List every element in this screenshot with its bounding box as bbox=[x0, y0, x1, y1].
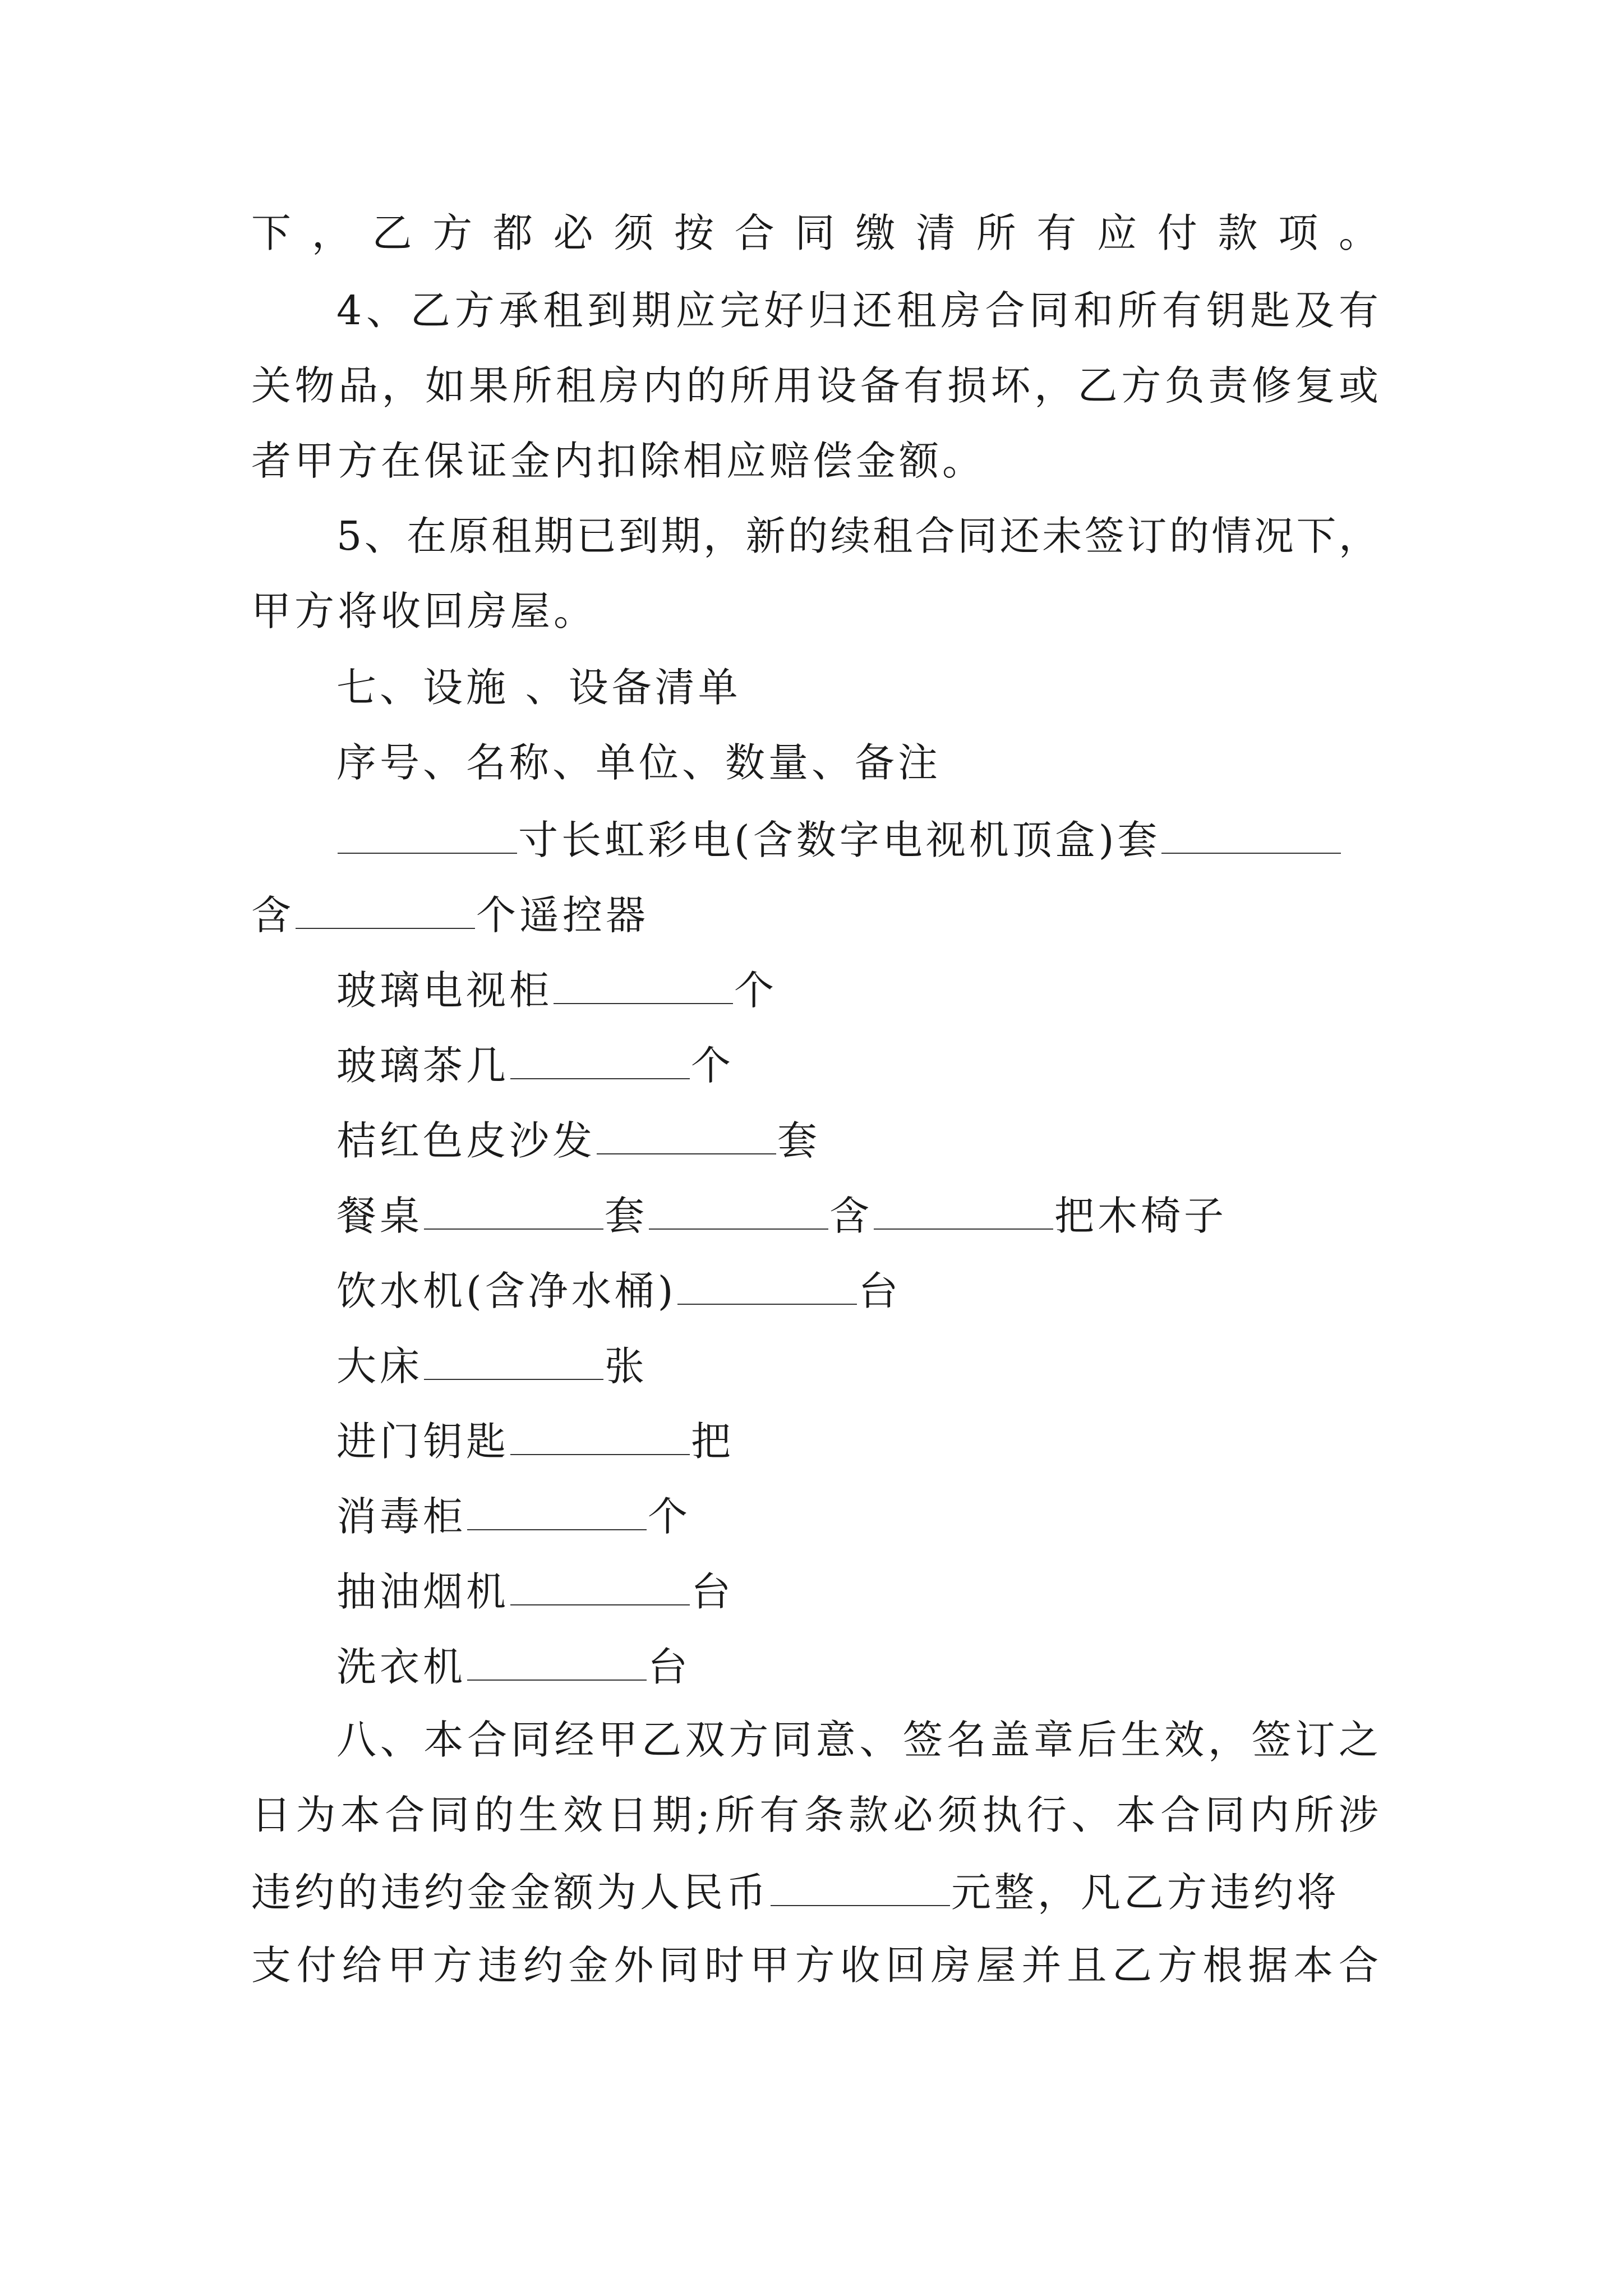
item-text: 含 bbox=[829, 1193, 873, 1239]
paragraph-line: 关物品，如果所租房内的所用设备有损坏，乙方负责修复或 bbox=[251, 362, 1378, 409]
paragraph-line: 甲方将收回房屋。 bbox=[251, 588, 597, 634]
list-item bbox=[336, 1268, 902, 1314]
paragraph-line: 日为本合同的生效日期;所有条款必须执行、本合同内所涉 bbox=[251, 1792, 1378, 1838]
item-text: 违约的违约金金额为人民币 bbox=[251, 1869, 770, 1916]
item-text: 含 bbox=[251, 892, 295, 938]
blank-line bbox=[677, 1269, 857, 1305]
paragraph-line bbox=[251, 1869, 1340, 1916]
item-unit: 个 bbox=[734, 967, 778, 1014]
blank-line bbox=[874, 1194, 1053, 1230]
item-text: 寸长虹彩电(含数字电视机顶盒)套 bbox=[518, 817, 1161, 863]
item-unit: 台 bbox=[691, 1568, 735, 1615]
section-heading: 七、设施 、设备清单 bbox=[336, 664, 741, 711]
item-name: 进门钥匙 bbox=[336, 1418, 510, 1465]
item-unit: 张 bbox=[605, 1343, 648, 1389]
item-name: 洗衣机 bbox=[336, 1644, 467, 1690]
item-name: 餐桌 bbox=[336, 1193, 423, 1239]
item-name: 消毒柜 bbox=[336, 1493, 467, 1540]
list-item bbox=[251, 892, 649, 938]
item-name: 玻璃电视柜 bbox=[336, 967, 553, 1014]
list-item bbox=[336, 1193, 1228, 1239]
item-unit: 个 bbox=[691, 1042, 735, 1089]
paragraph-line: 下，乙方都必须按合同缴清所有应付款项。 bbox=[251, 210, 1378, 256]
item-text: 元整，凡乙方违约将 bbox=[951, 1869, 1340, 1916]
item-name: 抽油烟机 bbox=[336, 1568, 510, 1615]
list-item bbox=[336, 817, 1342, 863]
paragraph-line: 4、乙方承租到期应完好归还租房合同和所有钥匙及有 bbox=[336, 287, 1378, 334]
item-name: 桔红色皮沙发 bbox=[336, 1117, 596, 1164]
paragraph-line: 八、本合同经甲乙双方同意、签名盖章后生效，签订之 bbox=[336, 1717, 1378, 1763]
blank-line bbox=[771, 1870, 950, 1906]
blank-line bbox=[649, 1194, 828, 1230]
item-unit: 套 bbox=[777, 1117, 821, 1164]
blank-line bbox=[510, 1419, 690, 1455]
item-name: 大床 bbox=[336, 1343, 423, 1389]
item-unit: 个 bbox=[648, 1493, 691, 1540]
blank-line bbox=[424, 1194, 603, 1230]
blank-line bbox=[554, 968, 733, 1004]
item-unit: 台 bbox=[858, 1268, 902, 1314]
list-item bbox=[336, 967, 778, 1014]
item-name: 饮水机(含净水桶) bbox=[336, 1268, 677, 1314]
blank-line bbox=[467, 1645, 647, 1681]
paragraph-line: 者甲方在保证金内扣除相应赔偿金额。 bbox=[251, 438, 986, 484]
list-item bbox=[336, 1493, 691, 1540]
item-name: 玻璃茶几 bbox=[336, 1042, 510, 1089]
item-unit: 套 bbox=[605, 1193, 648, 1239]
item-unit: 把 bbox=[691, 1418, 735, 1465]
blank-line bbox=[597, 1119, 776, 1154]
list-item bbox=[336, 1418, 735, 1465]
paragraph-line: 支付给甲方违约金外同时甲方收回房屋并且乙方根据本合 bbox=[251, 1942, 1378, 1989]
item-unit: 台 bbox=[648, 1644, 691, 1690]
item-text: 个遥控器 bbox=[476, 892, 649, 938]
blank-line bbox=[338, 818, 517, 854]
list-header: 序号、名称、单位、数量、备注 bbox=[336, 739, 942, 786]
blank-line bbox=[467, 1494, 647, 1530]
list-item bbox=[336, 1117, 821, 1164]
blank-line bbox=[296, 893, 475, 929]
paragraph-line: 5、在原租期已到期，新的续租合同还未签订的情况下， bbox=[336, 513, 1378, 559]
blank-line bbox=[510, 1043, 690, 1079]
list-item bbox=[336, 1042, 735, 1089]
blank-line bbox=[424, 1344, 603, 1380]
blank-line bbox=[1161, 818, 1341, 854]
list-item bbox=[336, 1568, 735, 1615]
list-item bbox=[336, 1343, 648, 1389]
item-text: 把木椅子 bbox=[1054, 1193, 1228, 1239]
blank-line bbox=[510, 1570, 690, 1605]
list-item bbox=[336, 1644, 691, 1690]
